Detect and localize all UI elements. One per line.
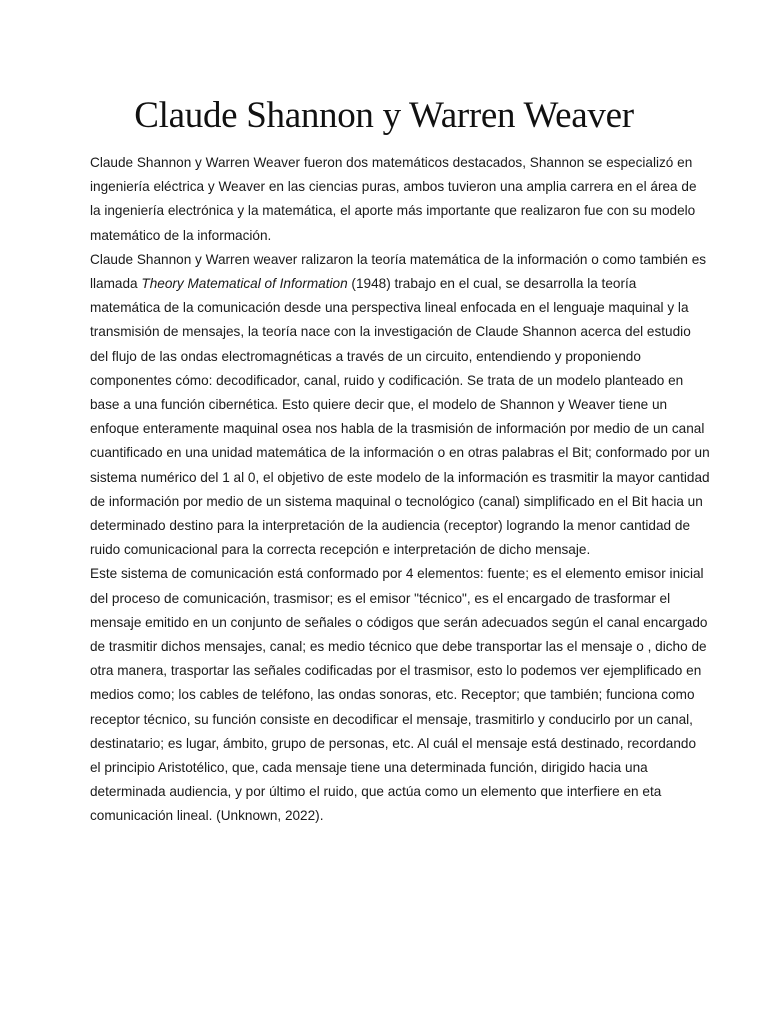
paragraph-intro: Claude Shannon y Warren Weaver fueron dos matemáticos destacados, Shannon se especializó en ingeniería eléctrica y Weaver en las ciencias puras, ambos tuvieron una amplia carrera en el área de la ingeniería electrónica y la matemática, el aporte más importante que realizaron fue con su modelo matemático de la información. bbox=[90, 155, 697, 243]
paragraph-theory-italic-title: Theory Matematical of Information bbox=[141, 276, 348, 292]
paragraph-theory-text-end: (1948) trabajo en el cual, se desarrolla la teoría matemática de la comunicación desde una perspectiva lineal enfocada en el lenguaje maquinal y la transmisión de mensajes, la teoría nace con la investigación de Claude Shannon acerca del estudio del flujo de las ondas electromagnéticas a través de un circuito, entendiendo y proponiendo componentes cómo: decodificador, canal, ruido y codificación. Se trata de un modelo planteado en base a una función cibernética. Esto quiere decir que, el modelo de Shannon y Weaver tiene un enfoque enteramente maquinal osea nos habla de la trasmisión de información por medio de un canal cuantificado en una unidad matemática de la información o en otras palabras el Bit; conformado por un sistema numérico del 1 al 0, el objetivo de este modelo de la información es trasmitir la mayor cantidad de información por medio de un sistema maquinal o tecnológico (canal) simplificado en el Bit hacia un determinado destino para la interpretación de la audiencia (receptor) logrando la menor cantidad de ruido comunicacional para la correcta recepción e interpretación de dicho mensaje. bbox=[90, 276, 710, 558]
document-body bbox=[90, 151, 710, 829]
paragraph-theory bbox=[90, 248, 710, 563]
paragraph-theory-text-start: Claude Shannon y Warren weaver ralizaron la teoría matemática de la información o como también es llamada bbox=[90, 251, 707, 292]
paragraph-elements: Este sistema de comunicación está conformado por 4 elementos: fuente; es el elemento emisor inicial del proceso de comunicación, trasmisor; es el emisor "técnico", es el encargado de trasformar el mensaje emitido en un conjunto de señales o códigos que serán adecuados según el canal encargado de trasmitir dichos mensajes, canal; es medio técnico que debe transportar las el mensaje o , dicho de otra manera, trasportar las señales codificadas por el trasmisor, esto lo podemos ver ejemplificado en medios como; los cables de teléfono, las ondas sonoras, etc. Receptor; que también; funciona como receptor técnico, su función consiste en decodificar el mensaje, trasmitirlo y conducirlo por un canal, destinatario; es lugar, ámbito, grupo de personas, etc. Al cuál el mensaje está destinado, recordando el principio Aristotélico, que, cada mensaje tiene una determinada función, dirigido hacia una determinada audiencia, y por último el ruido, que actúa como un elemento que interfiere en eta comunicación lineal. (Unknown, 2022). bbox=[90, 566, 708, 824]
document-title: Claude Shannon y Warren Weaver bbox=[134, 95, 634, 136]
